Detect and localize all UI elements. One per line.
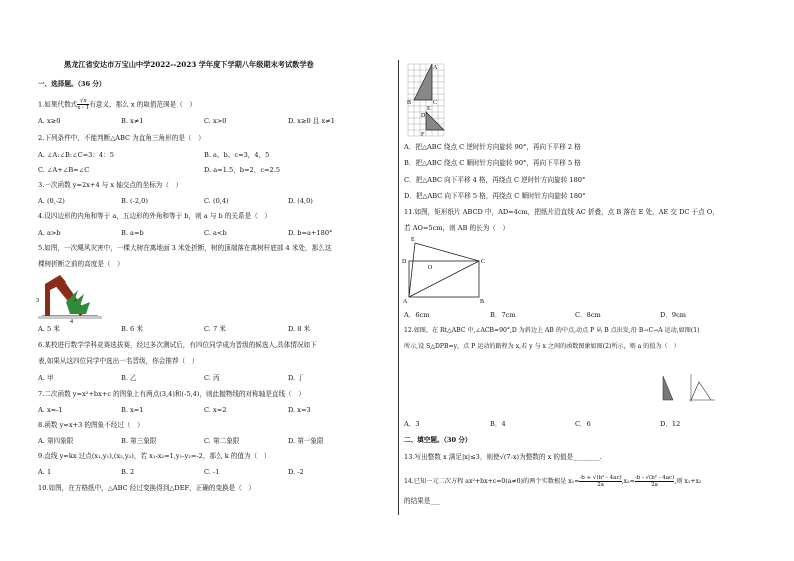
distance-label: 4 <box>70 319 73 324</box>
q14-f2-den: 2a <box>651 482 658 488</box>
question-11-line1: 11.如图，矩形纸片 ABCD 中，AD=4cm，把纸片沿直线 AC 折叠，点 B 落在 E 处，AE 交 DC 于点 O， <box>404 208 719 216</box>
q13-sqrt: √(7-x) <box>499 453 520 461</box>
question-6-line1: 6.某校进行数学学科竞赛选拔赛，经过多次测试后，有四位同学成为晋级的候选人,具体情况如下 <box>38 341 317 349</box>
page-title: 黑龙江省安达市万宝山中学2022--2023 学年度下学期八年级期末考试数学卷 <box>64 60 314 69</box>
q12-option-d: D．12 <box>660 420 681 428</box>
question-5-line1: 5.如图，一次飓风灾害中，一棵大树在离地面 3 米处折断，树的顶端落在离树杆底部 4 米处，那么这 <box>38 244 332 252</box>
q5-option-d: D. 8 米 <box>288 325 311 333</box>
q4-option-d: D. b=a+180° <box>288 229 333 237</box>
q8-option-a: A. 第四象限 <box>38 437 74 445</box>
q11-option-c: C．8cm <box>575 311 601 319</box>
label-f: F <box>421 132 425 138</box>
q1-pre: 1.如果代数式 <box>38 100 78 109</box>
question-12-line1: 12.如图，在 Rt△ABC 中,∠ACB=90°,D 为斜边上 AB 的中点,动点 P 从 B 点出发,沿 B→C→A 运动,如图(1) <box>404 327 700 334</box>
label-d: D <box>421 113 426 119</box>
question-13 <box>404 453 602 461</box>
diagonal-ac <box>409 261 479 297</box>
q6-option-c: C. 丙 <box>204 374 220 382</box>
q3-option-a: A. (0,-2) <box>38 197 65 205</box>
question-1 <box>38 98 196 111</box>
segment-ae <box>409 243 415 297</box>
q2-option-b: B. a、b、c=3，4，5 <box>204 151 270 159</box>
question-7: 7.二次函数 y=x²+bx+c 的图象上有两点(3,4)和(-5,4)，则此抛物线的对称轴是直线（ ） <box>38 390 305 398</box>
q9-option-c: C. -1 <box>204 468 220 476</box>
question-10: 10.如图，在方格纸中，△ABC 经过变换得到△DEF，正确的变换是（ ） <box>38 484 256 492</box>
label-e: E <box>427 106 431 112</box>
q10-option-d: D．把△ABC 向下平移 5 格，再绕点 C 顺时针方向旋转 180° <box>404 192 586 200</box>
q6-option-d: D. 丁 <box>288 374 304 382</box>
question-5-line2: 棵树折断之前的高度是（ ） <box>38 260 124 268</box>
q1-option-a: A. x≥0 <box>38 117 61 125</box>
label-c: C <box>481 259 486 265</box>
q4-option-c: C. a<b <box>204 229 227 237</box>
figure-1-triangle <box>663 376 673 400</box>
q12-figures <box>655 370 717 410</box>
question-12-line2: 所示,设 S△DPB=y，点 P 运动的路程为 x,若 y 与 x 之间的函数图象如图(2)所示，则 a 的值为（ ） <box>404 343 680 350</box>
label-o: O <box>428 265 433 271</box>
label-a: A <box>433 65 438 71</box>
question-4: 4.设四边形的内角和等于 a，五边形的外角和等于 b，则 a 与 b 的关系是（ ） <box>38 212 271 220</box>
q7-option-a: A. x=-1 <box>38 406 63 414</box>
q2-option-d: D. a=1.5，b=2，c=2.5 <box>204 166 281 174</box>
q9-option-a: A. 1 <box>38 468 52 476</box>
triangle-def <box>426 112 444 130</box>
section-heading: 二、填空题。（30 分） <box>404 436 472 444</box>
folded-rectangle-figure <box>401 233 487 305</box>
q1-fraction <box>77 98 89 111</box>
q14-mid: ,x₂= <box>621 478 635 485</box>
q1-option-d: D. x≥0 且 x≠1 <box>288 117 335 125</box>
q14-f1-num: -b + √(b² - 4ac) <box>579 475 622 481</box>
column-divider <box>398 60 399 515</box>
q14-post: ,则 x₁+x₂ <box>674 478 702 485</box>
q1-frac-num: √x <box>77 98 89 105</box>
q3-option-c: C. (0,4) <box>204 197 229 205</box>
q7-option-b: B. x=1 <box>121 406 144 414</box>
q4-option-b: B. a=b <box>121 229 144 237</box>
q9-option-b: B. 2 <box>121 468 135 476</box>
q5-option-a: A. 5 米 <box>38 325 60 333</box>
q12-option-c: C．6 <box>575 420 591 428</box>
q12-option-a: A．3 <box>404 420 420 428</box>
label-c: C <box>433 100 438 106</box>
q14-fraction-1 <box>579 475 621 488</box>
question-14 <box>404 475 702 488</box>
q9-option-d: D. -2 <box>288 468 304 476</box>
q13-pre: 13.写出整数 x 满足|x|≤3，则使 <box>404 453 500 461</box>
q6-option-b: B. 乙 <box>121 374 137 382</box>
label-d: D <box>402 259 407 265</box>
q5-option-c: C. 7 米 <box>204 325 226 333</box>
q1-option-c: C. x>0 <box>204 117 227 125</box>
q11-option-b: B．7cm <box>490 311 516 319</box>
grid-transform-figure <box>402 60 448 140</box>
q14-f1-den: 2a <box>597 482 604 488</box>
q13-post: 为整数的 x 的值是________. <box>519 453 602 461</box>
q10-option-a: A．把△ABC 绕点 C 逆时针方向旋转 90°，再向下平移 2 格 <box>404 143 581 151</box>
q14-pre: 14.已知一元二次方程 ax²+bx+c=0(a≠0)的两个实数根是 x₁= <box>404 478 580 485</box>
label-b: B <box>407 100 412 106</box>
question-11-line2: 若 AO=5cm，则 AB 的长为（ ） <box>404 224 510 232</box>
q3-option-d: D. (4,0) <box>288 197 313 205</box>
segment-ec <box>415 243 479 261</box>
question-2: 2.下列条件中，不能判断△ABC 为直角三角形的是（ ） <box>38 134 205 142</box>
question-14-line2: 的结果是___ <box>404 497 441 505</box>
broken-tree-figure <box>36 272 106 324</box>
q6-option-a: A. 甲 <box>38 374 54 382</box>
q1-option-b: B. x≠1 <box>121 117 144 125</box>
q1-post: 有意义，那么 x 的取值范围是（ ） <box>89 100 197 109</box>
q1-frac-den: x - 1 <box>77 105 90 111</box>
label-a: A <box>403 299 408 305</box>
figure-2-graph <box>691 382 711 400</box>
question-6-line2: 表,如果从这四位同学中选出一名晋级，你会推荐（ ） <box>38 357 199 365</box>
q2-option-a: A. ∠A:∠B:∠C=3：4：5 <box>38 151 114 159</box>
q2-option-c: C. ∠A+∠B=∠C <box>38 166 90 174</box>
q10-option-b: B．把△ABC 绕点 C 顺时针方向旋转 90°，再向下平移 5 格 <box>404 159 581 167</box>
q3-option-b: B. (-2,0) <box>121 197 148 205</box>
q7-option-d: D. x=3 <box>288 406 311 414</box>
q10-option-c: C．把△ABC 向下平移 4 格，再绕点 C 逆时针方向旋转 180° <box>404 176 586 184</box>
section-heading: 一、选择题。（36 分） <box>38 80 106 88</box>
q8-option-d: D. 第一象限 <box>288 437 324 445</box>
q8-option-b: B. 第三象限 <box>121 437 157 445</box>
label-e: E <box>411 237 415 243</box>
q11-option-a: A．6cm <box>404 311 430 319</box>
q14-fraction-2 <box>635 475 674 488</box>
q14-f2-num: -b - √(b² - 4ac) <box>634 475 675 481</box>
q8-option-c: C. 第二象限 <box>204 437 240 445</box>
question-3: 3.一次函数 y=2x+4 与 x 轴交点的坐标为（ ） <box>38 181 183 189</box>
q7-option-c: C. x=2 <box>204 406 227 414</box>
q5-option-b: B. 6 米 <box>121 325 143 333</box>
height-label: 3 <box>36 298 39 304</box>
q4-option-a: A. a>b <box>38 229 61 237</box>
question-8: 8.函数 y=x+3 的图象不经过（ ） <box>38 421 144 429</box>
question-9: 9.直线 y=kx 过点(x₁,y₁),(x₂,y₂)，若 x₁-x₂=1,y₁-y₂=-2，那么 k 的值为（ ） <box>38 452 271 460</box>
q12-option-b: B．4 <box>490 420 506 428</box>
q11-option-d: D．9cm <box>660 311 687 319</box>
label-b: B <box>480 299 485 305</box>
